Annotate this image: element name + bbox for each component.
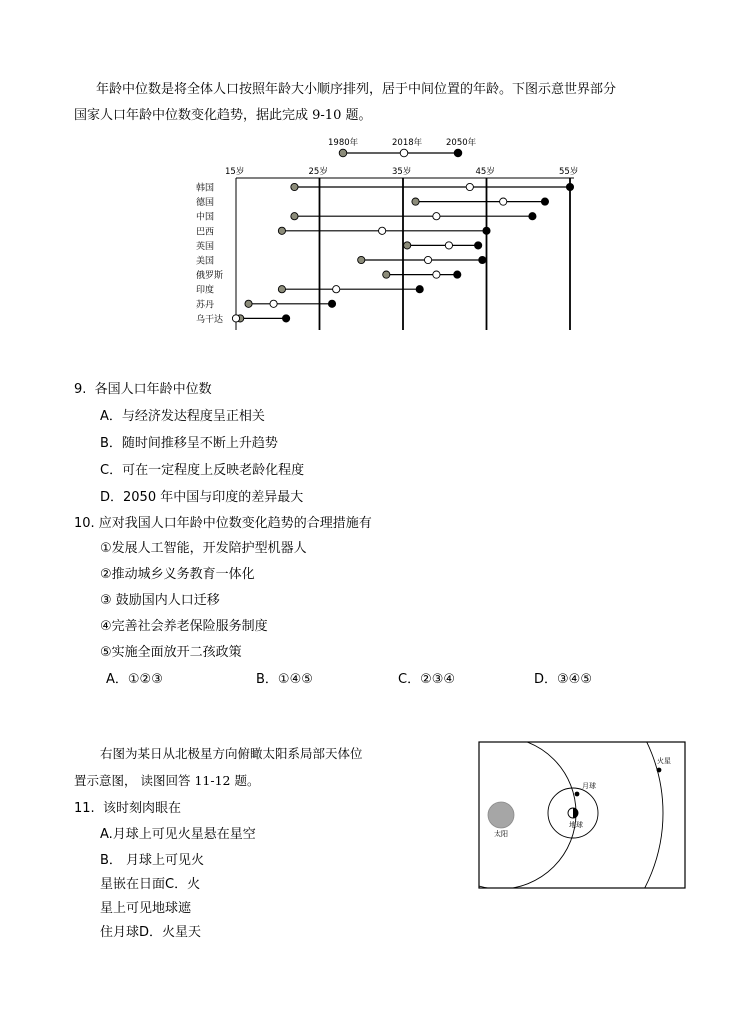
- country-label: 中国: [196, 212, 215, 223]
- q10-option-d: D．③④⑤: [534, 672, 592, 687]
- data-point: [454, 271, 461, 278]
- data-point: [270, 300, 277, 307]
- q11-stem: 11. 该时刻肉眼在: [74, 801, 181, 816]
- mars-label: 火星: [657, 757, 671, 765]
- data-point: [541, 198, 548, 205]
- solar-system-figure: [478, 741, 686, 889]
- data-point: [245, 300, 252, 307]
- sun-label: 太阳: [494, 830, 508, 838]
- q10-option-b: B．①④⑤: [256, 672, 313, 687]
- median-age-chart: [190, 128, 600, 338]
- q10-item-5: ⑤实施全面放开二孩政策: [100, 645, 242, 660]
- q10-option-c: C．②③④: [398, 672, 456, 687]
- mars-icon: [657, 768, 662, 773]
- q9-option-d: D．2050 年中国与印度的差异最大: [100, 490, 304, 505]
- q9-option-b: B．随时间推移呈不断上升趋势: [100, 436, 278, 451]
- sun-icon: [488, 802, 514, 828]
- x-tick-label: 35岁: [392, 167, 412, 177]
- data-point: [475, 242, 482, 249]
- q10-item-3: ③ 鼓励国内人口迁移: [100, 593, 220, 608]
- moon-icon: [575, 792, 580, 797]
- intro2-line-2: 置示意图， 读图回答 11-12 题。: [74, 773, 260, 788]
- country-label: 德国: [196, 198, 215, 209]
- data-point: [445, 242, 452, 249]
- data-point: [424, 256, 431, 263]
- data-point: [433, 271, 440, 278]
- q9-stem: 9. 各国人口年龄中位数: [74, 382, 212, 397]
- x-tick-label: 15岁: [225, 167, 245, 177]
- data-point: [379, 227, 386, 234]
- data-point: [333, 286, 340, 293]
- intro2-line-1: 右图为某日从北极星方向俯瞰太阳系局部天体位: [100, 746, 363, 761]
- q9-option-a: A．与经济发达程度呈正相关: [100, 409, 265, 424]
- legend-label: 2050年: [446, 138, 477, 148]
- q11-line-4: 星上可见地球遮: [100, 901, 192, 916]
- legend-label: 2018年: [392, 138, 423, 148]
- data-point: [433, 213, 440, 220]
- data-point: [291, 183, 298, 190]
- data-point: [278, 286, 285, 293]
- data-point: [383, 271, 390, 278]
- q10-item-4: ④完善社会养老保险服务制度: [100, 619, 268, 634]
- country-label: 美国: [196, 256, 215, 267]
- data-point: [466, 183, 473, 190]
- country-label: 英国: [196, 241, 215, 252]
- earth-label: 地球: [569, 821, 583, 829]
- data-point: [328, 300, 335, 307]
- country-label: 韩国: [196, 183, 215, 194]
- data-point: [404, 242, 411, 249]
- q10-stem: 10. 应对我国人口年龄中位数变化趋势的合理措施有: [74, 516, 372, 531]
- country-label: 俄罗斯: [196, 271, 224, 282]
- data-point: [278, 227, 285, 234]
- q10-option-a: A．①②③: [106, 672, 163, 687]
- legend-marker: [339, 149, 347, 157]
- data-point: [566, 183, 573, 190]
- data-point: [529, 213, 536, 220]
- data-point: [283, 315, 290, 322]
- country-label: 苏丹: [196, 300, 215, 311]
- q11-line-3: 星嵌在日面C．火: [100, 877, 201, 892]
- x-tick-label: 55岁: [559, 167, 579, 177]
- legend-marker: [454, 149, 462, 157]
- data-point: [412, 198, 419, 205]
- country-label: 乌干达: [196, 314, 224, 325]
- x-tick-label: 25岁: [308, 167, 328, 177]
- intro-line-1: 年龄中位数是将全体人口按照年龄大小顺序排列，居于中间位置的年龄。下图示意世界部分: [96, 82, 617, 97]
- q10-item-2: ②推动城乡义务教育一体化: [100, 567, 255, 582]
- data-point: [500, 198, 507, 205]
- x-tick-label: 45岁: [475, 167, 495, 177]
- q11-line-1: A.月球上可见火星悬在星空: [100, 827, 256, 842]
- legend-marker: [400, 149, 408, 157]
- intro-line-2: 国家人口年龄中位数变化趋势，据此完成 9-10 题。: [74, 108, 372, 123]
- legend-label: 1980年: [328, 138, 359, 148]
- q9-option-c: C．可在一定程度上反映老龄化程度: [100, 463, 305, 478]
- data-point: [483, 227, 490, 234]
- moon-label: 月球: [582, 782, 596, 790]
- country-label: 巴西: [196, 227, 215, 238]
- data-point: [479, 256, 486, 263]
- q11-line-2: B． 月球上可见火: [100, 853, 205, 868]
- q11-line-5: 住月球D．火星天: [100, 925, 202, 940]
- country-label: 印度: [196, 285, 215, 296]
- data-point: [416, 286, 423, 293]
- q10-item-1: ①发展人工智能，开发陪护型机器人: [100, 541, 307, 556]
- data-point: [232, 315, 239, 322]
- data-point: [291, 213, 298, 220]
- data-point: [358, 256, 365, 263]
